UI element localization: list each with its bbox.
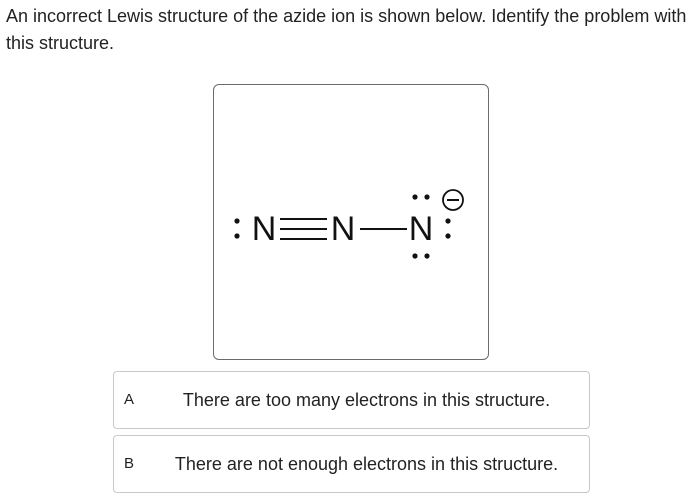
lewis-structure-diagram [214,85,490,361]
option-text: There are not enough electrons in this structure. [174,454,559,474]
atom-n3: N [408,210,434,248]
lone-pair-dot [445,233,450,238]
lone-pair-dot [234,233,239,238]
lone-pair-dot [412,253,417,258]
answer-option-b[interactable] [113,435,590,493]
lone-pair-dot [445,218,450,223]
lone-pair-dot [234,218,239,223]
answer-option-a[interactable] [113,371,590,429]
option-letter: A [123,391,134,408]
negative-charge-icon [443,190,463,210]
atom-n1: N [251,210,277,248]
option-text: There are too many electrons in this structure. [182,390,551,410]
lewis-structure-figure [213,84,489,360]
atom-n2: N [330,210,356,248]
lone-pair-dot [412,194,417,199]
option-letter: B [123,455,134,472]
lone-pair-dot [424,194,429,199]
lone-pair-dot [424,253,429,258]
question-text: An incorrect Lewis structure of the azide ion is shown below. Identify the problem with this structure. [6,6,687,53]
